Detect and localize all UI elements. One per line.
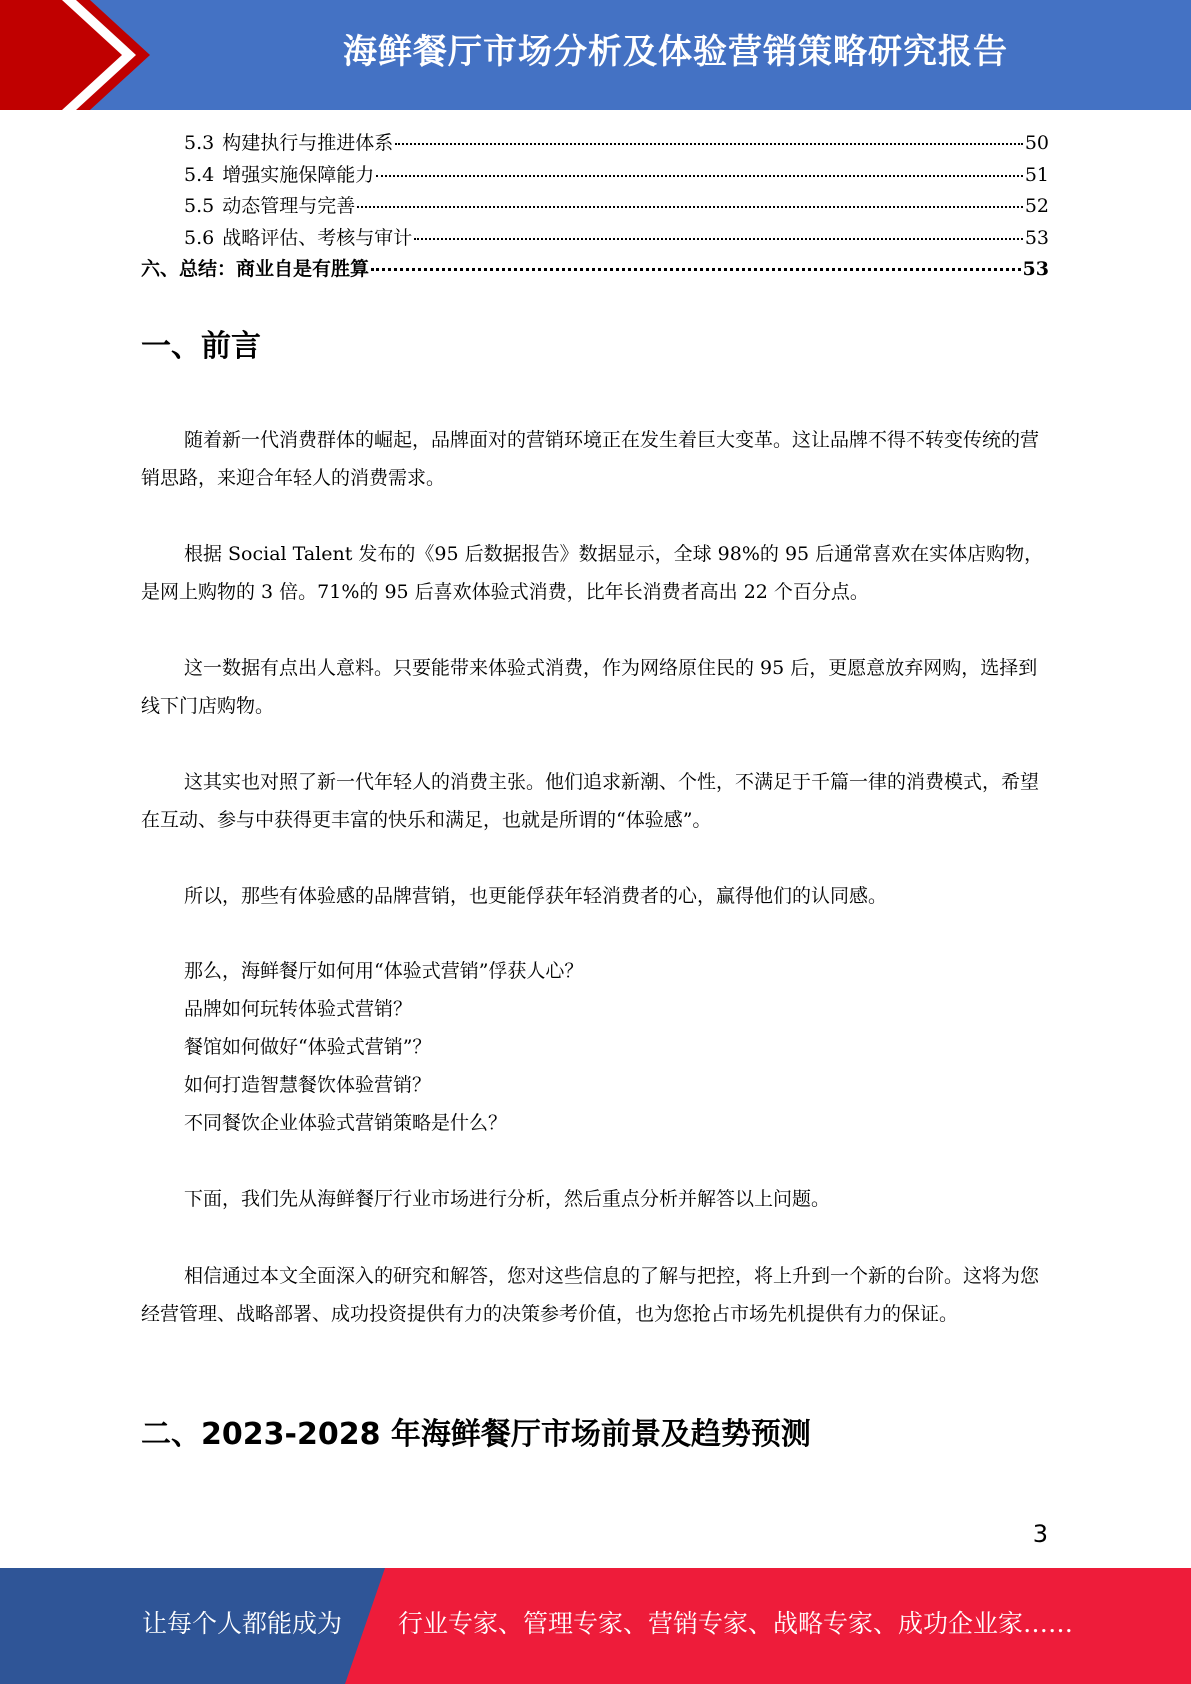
question-item: 品牌如何玩转体验式营销？ — [184, 998, 413, 1020]
toc-entry-number: 5.3 — [184, 132, 215, 154]
toc-entry-page: 51 — [1024, 163, 1049, 186]
toc-entry-number: 5.5 — [184, 195, 215, 217]
toc-entry-page: 50 — [1024, 132, 1049, 154]
toc-entry[interactable] — [141, 223, 1049, 255]
question-item: 不同餐饮企业体验式营销策略是什么？ — [184, 1112, 508, 1134]
toc-entry-title: 动态管理与完善 — [222, 195, 356, 217]
page-header — [0, 0, 1191, 110]
report-title: 海鲜餐厅市场分析及体验营销策略研究报告 — [343, 32, 1008, 72]
footer-slogan-roles: 行业专家、管理专家、营销专家、战略专家、成功企业家…… — [398, 1609, 1074, 1638]
toc-entry-page: 53 — [1022, 258, 1049, 280]
toc-entry-title: 六、总结：商业自是有胜算 — [141, 258, 370, 280]
footer-slogan-lead: 让每个人都能成为 — [142, 1609, 343, 1638]
page-footer — [0, 1568, 1191, 1684]
toc-leader — [414, 238, 1023, 240]
toc-entry[interactable] — [141, 160, 1049, 192]
body-paragraph: 这一数据有点出人意料。只要能带来体验式消费，作为网络原住民的 95 后，更愿意放弃网购，选择到线下门店购物。 — [141, 657, 1038, 717]
toc-entry[interactable] — [141, 191, 1049, 223]
body-paragraph: 根据 Social Talent 发布的《95 后数据报告》数据显示，全球 98%的 95 后通常喜欢在实体店购物，是网上购物的 3 倍。71%的 95 后喜欢体验式消费，比年长消费者高出 22 个百分点。 — [141, 543, 1044, 603]
body-paragraph: 这其实也对照了新一代年轻人的消费主张。他们追求新潮、个性，不满足于千篇一律的消费模式，希望在互动、参与中获得更丰富的快乐和满足，也就是所谓的“体验感”。 — [141, 771, 1040, 831]
body-paragraph: 随着新一代消费群体的崛起，品牌面对的营销环境正在发生着巨大变革。这让品牌不得不转变传统的营销思路，来迎合年轻人的消费需求。 — [141, 429, 1040, 489]
body-paragraph: 下面，我们先从海鲜餐厅行业市场进行分析，然后重点分析并解答以上问题。 — [184, 1188, 831, 1210]
toc-leader — [357, 206, 1023, 208]
toc-entry-title: 构建执行与推进体系 — [222, 132, 394, 154]
toc-entry-chapter[interactable] — [141, 254, 1049, 286]
toc-entry[interactable] — [141, 128, 1049, 160]
section-heading: 一、前言 — [141, 329, 261, 364]
table-of-contents — [141, 128, 1049, 286]
toc-entry-page: 53 — [1024, 226, 1049, 249]
toc-entry-number: 5.6 — [184, 226, 215, 249]
header-arrow-icon — [0, 0, 150, 110]
toc-entry-title: 战略评估、考核与审计 — [222, 226, 413, 249]
body-paragraph: 所以，那些有体验感的品牌营销，也更能俘获年轻消费者的心，赢得他们的认同感。 — [184, 885, 888, 907]
toc-entry-title: 增强实施保障能力 — [222, 163, 375, 186]
toc-leader — [395, 143, 1023, 145]
question-item: 如何打造智慧餐饮体验营销？ — [184, 1074, 432, 1096]
section-heading: 二、2023-2028 年海鲜餐厅市场前景及趋势预测 — [141, 1417, 811, 1452]
toc-leader — [371, 268, 1021, 271]
toc-leader — [376, 175, 1023, 177]
question-item: 餐馆如何做好“体验式营销”？ — [184, 1036, 432, 1058]
page-number: 3 — [1032, 1520, 1048, 1548]
body-paragraph: 相信通过本文全面深入的研究和解答，您对这些信息的了解与把控，将上升到一个新的台阶。这将为您经营管理、战略部署、成功投资提供有力的决策参考价值，也为您抢占市场先机提供有力的保证。 — [141, 1265, 1040, 1325]
toc-entry-number: 5.4 — [184, 163, 215, 186]
toc-entry-page: 52 — [1024, 195, 1049, 217]
question-item: 那么，海鲜餐厅如何用“体验式营销”俘获人心？ — [184, 960, 584, 982]
